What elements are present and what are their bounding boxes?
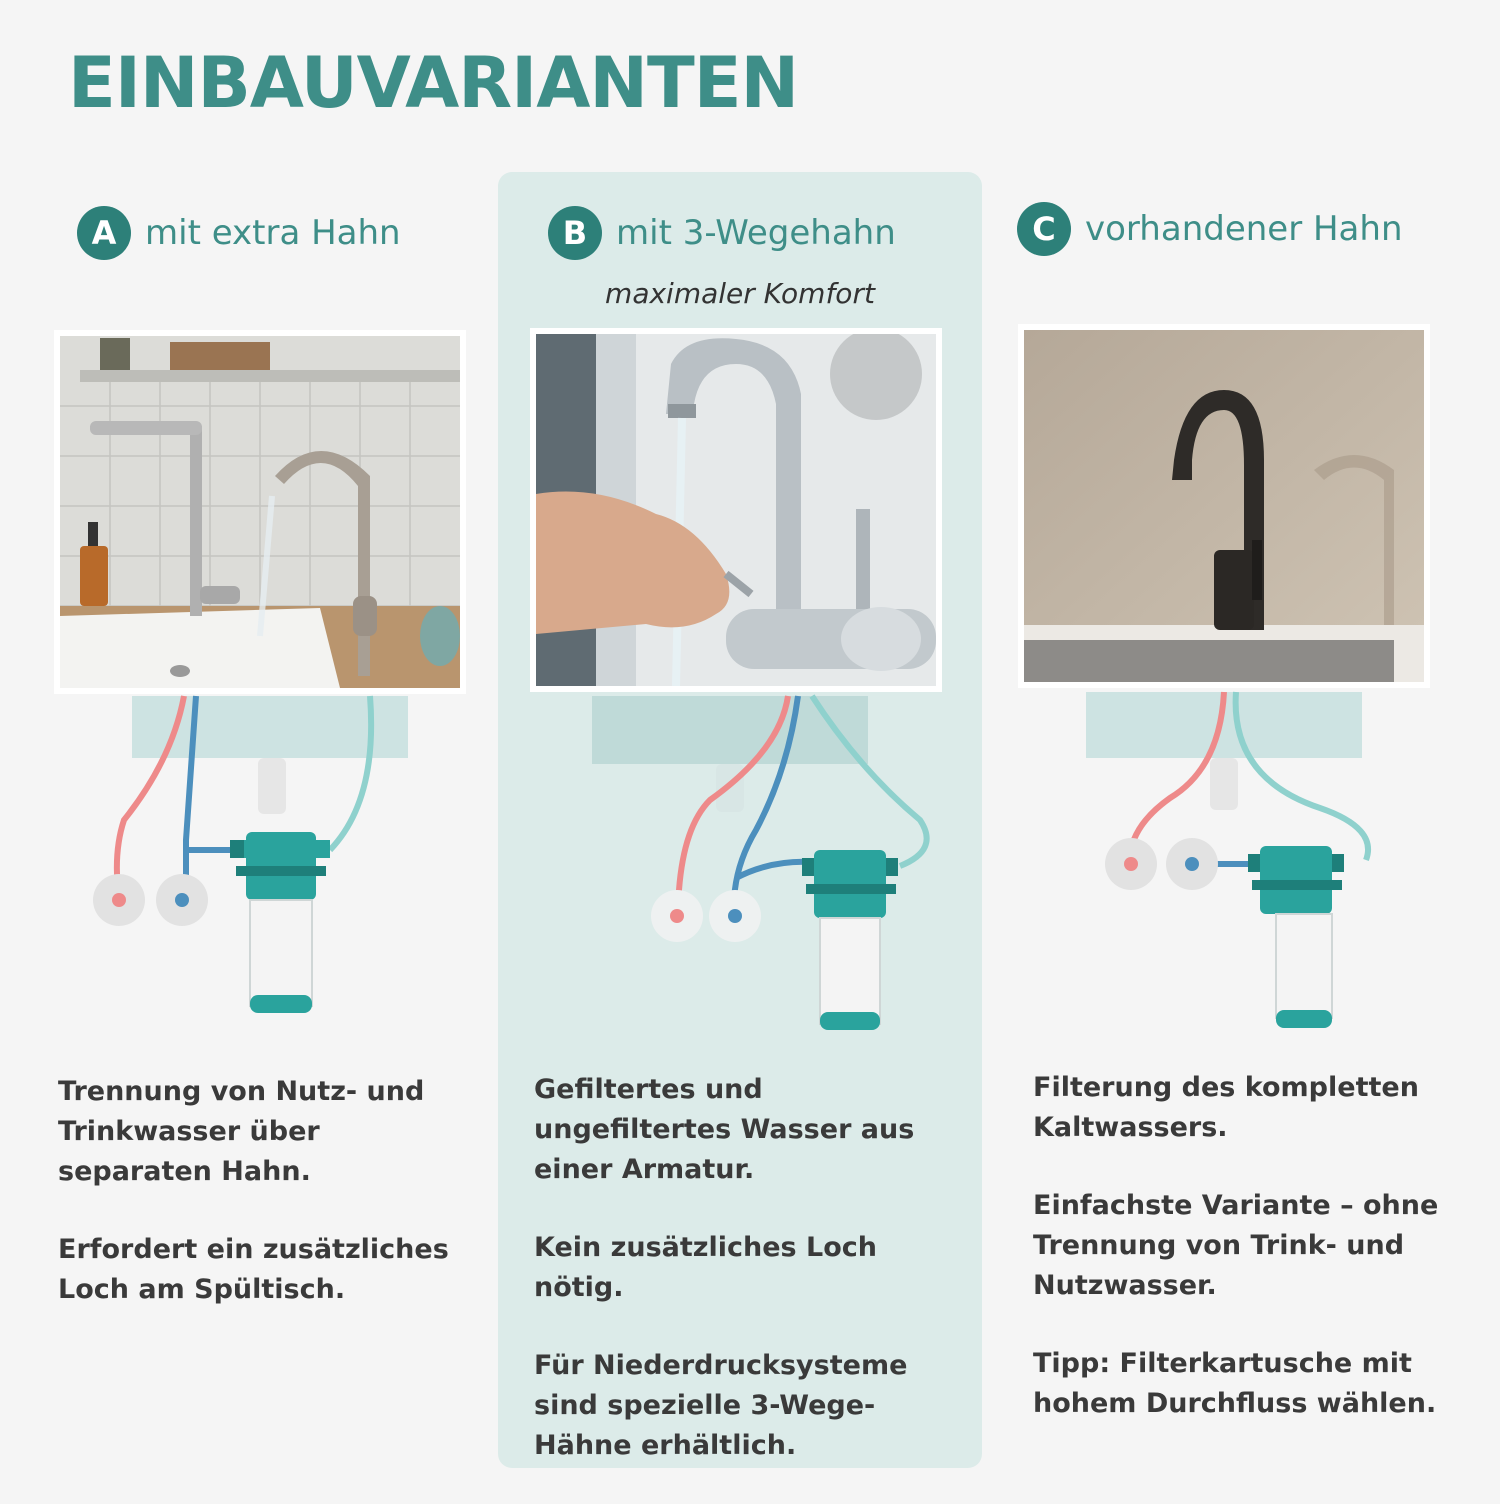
variant-a-description <box>58 1072 478 1348</box>
variant-b-plumbing-diagram <box>560 690 980 1040</box>
variant-c-text-2: Einfachste Variante – ohne Trennung von Trink- und Nutzwasser. <box>1033 1190 1439 1301</box>
variant-b-text-3: Für Niederdrucksysteme sind spezielle 3-Wege-Hähne erhältlich. <box>534 1350 908 1461</box>
water-filter-icon <box>802 850 898 1030</box>
cold-to-filter-line <box>736 862 812 878</box>
variant-b-text-1: Gefiltertes und ungefiltertes Wasser aus einer Armatur. <box>534 1074 915 1185</box>
variant-a-photo <box>54 330 466 694</box>
filtered-water-line <box>812 696 927 866</box>
drain-pipe <box>1210 758 1238 810</box>
variant-c-badge: C <box>1017 202 1071 256</box>
variant-b-badge: B <box>548 206 602 260</box>
variant-c-text-1: Filterung des kompletten Kaltwassers. <box>1033 1072 1419 1143</box>
sink-basin <box>592 696 868 764</box>
variant-b-title: mit 3-Wegehahn <box>616 213 896 253</box>
water-filter-icon <box>230 832 330 1013</box>
variant-b-photo <box>530 328 942 692</box>
cold-valve-dot <box>728 909 742 923</box>
hot-valve-dot <box>112 893 126 907</box>
chrome-3-way-faucet-image <box>536 334 936 686</box>
variant-a-text-1: Trennung von Nutz- und Trinkwasser über separaten Hahn. <box>58 1076 425 1187</box>
variant-c-header <box>1017 202 1403 256</box>
variant-c-description <box>1033 1068 1453 1462</box>
variant-a-badge: A <box>77 206 131 260</box>
cold-valve-dot <box>175 893 189 907</box>
variant-c-photo <box>1018 324 1430 688</box>
variant-c-text-3: Tipp: Filterkartusche mit hohem Durchfluss wählen. <box>1033 1348 1437 1419</box>
variant-c-title: vorhandener Hahn <box>1085 209 1403 249</box>
variant-b-text-2: Kein zusätzliches Loch nötig. <box>534 1232 877 1303</box>
variant-a-title: mit extra Hahn <box>145 213 401 253</box>
page-title: EINBAUVARIANTEN <box>68 42 799 124</box>
variant-b-header <box>548 206 896 260</box>
water-filter-icon <box>1248 846 1344 1028</box>
cold-valve-dot <box>1185 857 1199 871</box>
black-faucet-image <box>1024 330 1424 682</box>
hot-valve-dot <box>670 909 684 923</box>
drain-pipe <box>258 758 286 814</box>
variant-a-plumbing-diagram <box>60 690 480 1030</box>
variant-a-text-2: Erfordert ein zusätzliches Loch am Spültisch. <box>58 1234 449 1305</box>
kitchen-sink-two-faucets-image <box>60 336 460 688</box>
variant-b-subtitle: maximaler Komfort <box>605 277 875 310</box>
variant-b-description <box>534 1070 964 1504</box>
variant-a-header <box>77 206 401 260</box>
variant-c-plumbing-diagram <box>1060 688 1480 1038</box>
hot-valve-dot <box>1124 857 1138 871</box>
